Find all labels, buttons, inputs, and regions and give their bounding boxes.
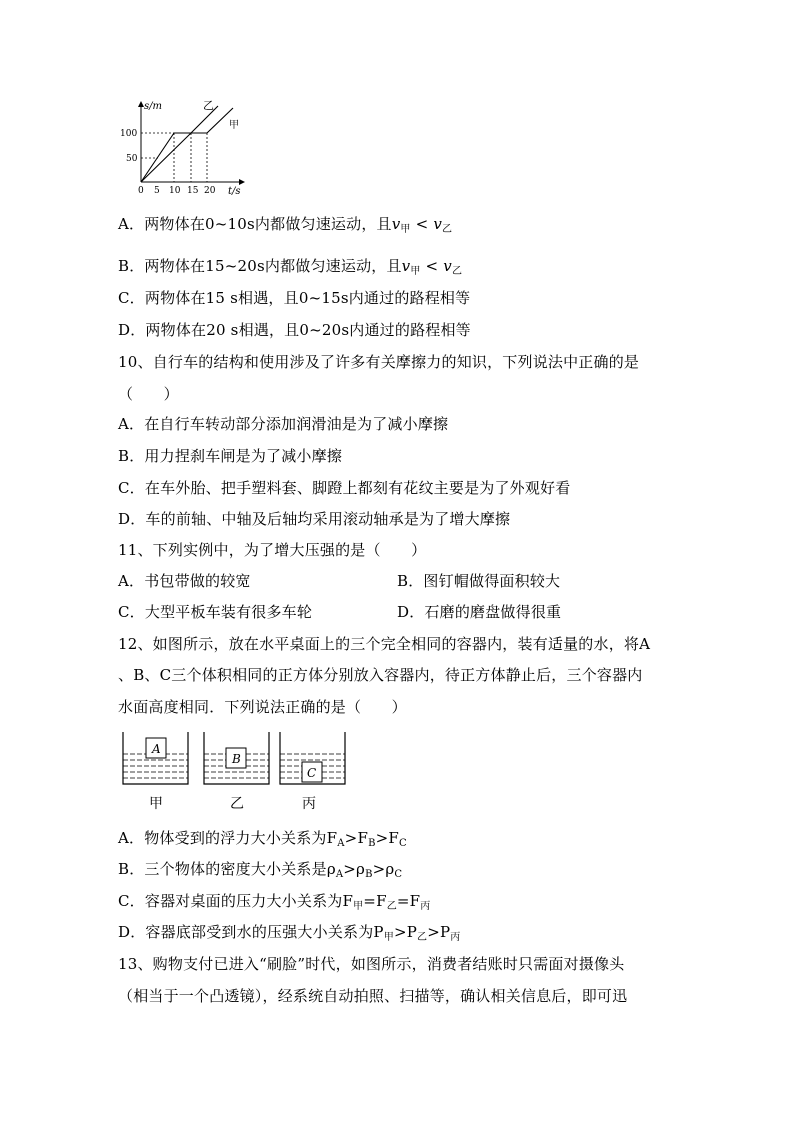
q11-option-d: D．石磨的磨盘做得很重 [397,603,562,621]
y-tick-50: 50 [126,154,138,164]
line-jia [141,108,233,182]
container-yi [204,732,269,812]
s-t-graph [118,98,258,198]
label-jia: 甲 [229,120,239,131]
q12-stem-line1: 12、如图所示，放在水平桌面上的三个完全相同的容器内，装有适量的水，将A [118,635,651,653]
block-a-label: A [152,742,161,756]
q9-option-d: D．两物体在20 s相遇，且0~20s内通过的路程相等 [118,321,471,339]
container-label-bing: 丙 [302,796,316,812]
x-axis-label: t/s [228,186,241,197]
x-tick-5: 5 [154,186,160,196]
q10-paren: （ ） [118,385,179,403]
container-label-yi: 乙 [230,796,244,812]
x-tick-20: 20 [204,186,216,196]
q10-option-d: D．车的前轴、中轴及后轴均采用滚动轴承是为了增大摩擦 [118,510,511,528]
q12-option-a: A．物体受到的浮力大小关系为$F_A>F_B>F_C$ [118,829,407,849]
x-tick-15: 15 [187,186,199,196]
y-axis-label: s/m [144,101,162,112]
q10-option-a: A．在自行车转动部分添加润滑油是为了减小摩擦 [118,415,449,433]
q9-option-c: C．两物体在15 s相遇，且0~15s内通过的路程相等 [118,289,471,307]
q9-option-b: B．两物体在15~20s内都做匀速运动，且$v_甲 < v_乙$ [118,257,463,277]
block-b-label: B [232,752,241,766]
q10-option-b: B．用力捏刹车闸是为了减小摩擦 [118,447,343,465]
q11-option-c: C．大型平板车装有很多车轮 [118,603,313,621]
q11-option-a: A．书包带做的较宽 [118,572,251,590]
q12-stem-line2: 、B、C三个体积相同的正方体分别放入容器内，待正方体静止后，三个容器内 [118,666,643,684]
q11-option-b: B．图钉帽做得面积较大 [397,572,561,590]
x-axis-arrow [239,179,245,185]
containers-figure [118,728,354,814]
x-tick-0: 0 [138,186,144,196]
q9-option-a: A．两物体在0~10s内都做匀速运动，且$v_甲 < v_乙$ [118,215,453,235]
block-c-label: C [307,766,317,780]
q11-stem: 11、下列实例中，为了增大压强的是（ ） [118,541,427,559]
container-jia [123,732,188,812]
q13-stem-line2: （相当于一个凸透镜），经系统自动拍照、扫描等，确认相关信息后，即可迅 [118,987,628,1005]
q12-option-d: D．容器底部受到水的压强大小关系为$P_甲>P_乙>P_丙$ [118,923,461,943]
q12-option-c: C．容器对桌面的压力大小关系为$F_甲=F_乙=F_丙$ [118,892,431,912]
q12-stem-line3: 水面高度相同．下列说法正确的是（ ） [118,698,407,716]
x-tick-10: 10 [169,186,181,196]
label-yi: 乙 [203,99,214,112]
q10-stem: 10、自行车的结构和使用涉及了许多有关摩擦力的知识，下列说法中正确的是 [118,353,640,371]
container-label-jia: 甲 [149,796,163,812]
q10-option-c: C．在车外胎、把手塑料套、脚蹬上都刻有花纹主要是为了外观好看 [118,479,571,497]
q12-option-b: B．三个物体的密度大小关系是$\rho_A>\rho_B>\rho_C$ [118,860,403,880]
container-bing [280,732,345,812]
y-tick-100: 100 [120,129,138,139]
q13-stem-line1: 13、购物支付已进入“刷脸”时代，如图所示，消费者结账时只需面对摄像头 [118,955,625,973]
